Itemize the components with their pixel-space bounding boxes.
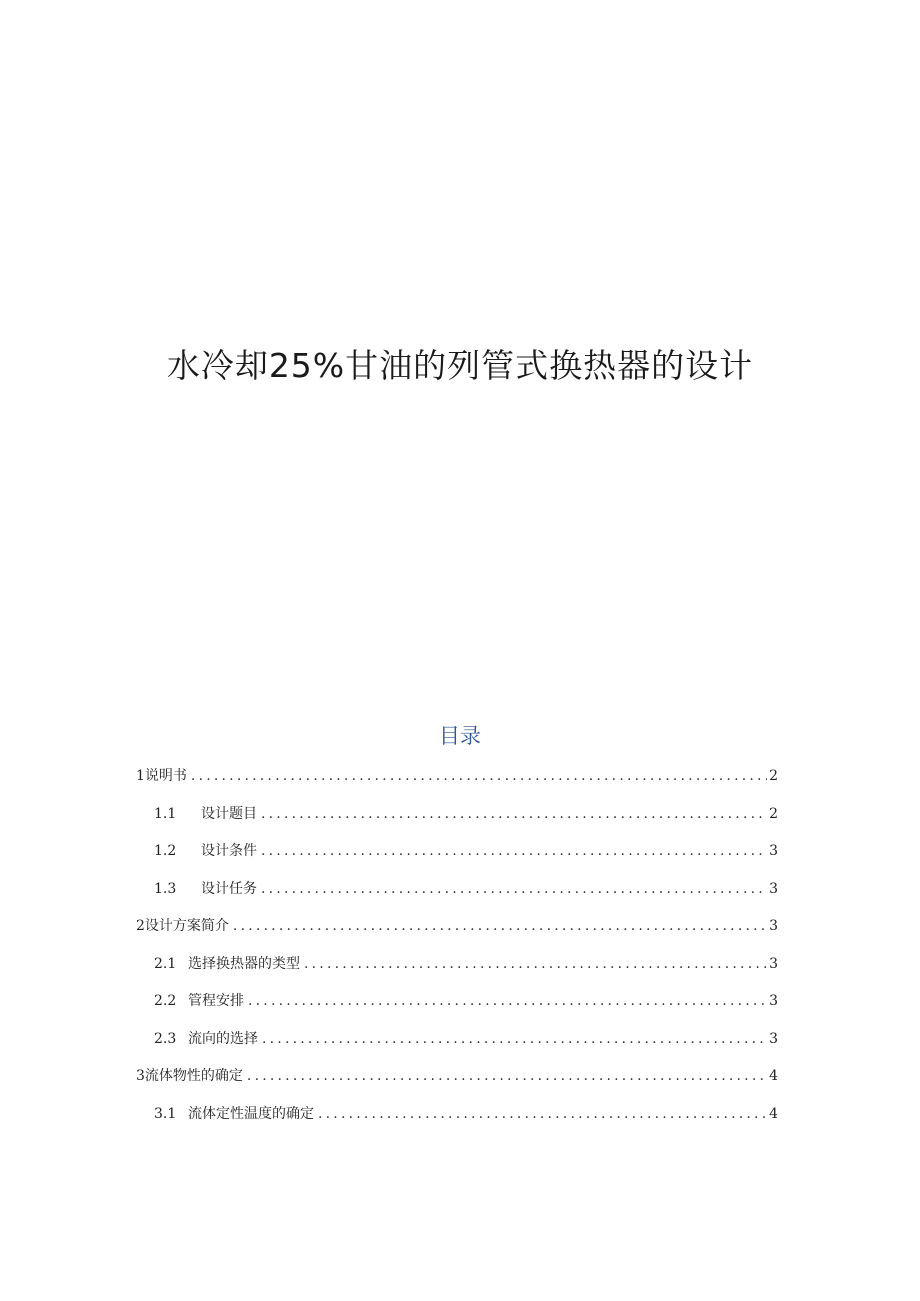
toc-entry-page: 3 [769, 843, 778, 859]
toc-entry[interactable] [136, 908, 778, 946]
toc-entry-number: 1.3 [154, 880, 177, 897]
toc-entry-label: 设计任务 [201, 880, 257, 897]
toc-entry-number: 1.2 [154, 843, 177, 859]
toc-entry-number: 2.1 [154, 955, 177, 972]
toc-entry-number: 3.1 [154, 1105, 177, 1122]
toc-entry[interactable] [136, 1021, 778, 1059]
toc-entry[interactable] [136, 946, 778, 984]
document-title: 水冷却25%甘油的列管式换热器的设计 [166, 346, 754, 385]
toc-entry[interactable] [136, 833, 778, 871]
toc-entry-number: 2.3 [154, 1030, 177, 1047]
toc-entry-page: 3 [769, 1030, 778, 1047]
toc-entry-label: 流向的选择 [188, 1030, 258, 1047]
toc-entry-label: 说明书 [144, 768, 187, 784]
toc-entry[interactable] [136, 871, 778, 909]
toc-entry-page: 3 [769, 918, 778, 934]
toc-dot-leader [318, 1096, 767, 1134]
toc-entry[interactable] [136, 796, 778, 834]
toc-entry-label: 设计方案简介 [144, 918, 229, 934]
toc-entry-number: 1.1 [154, 805, 177, 822]
toc-entry[interactable] [136, 1058, 778, 1096]
toc-entry-number: 1 [136, 768, 145, 784]
toc-entry-page: 3 [769, 993, 778, 1009]
toc-entry-label: 设计题目 [201, 805, 257, 822]
toc-entry-label: 选择换热器的类型 [188, 955, 300, 972]
toc-dot-leader [233, 908, 767, 946]
toc-dot-leader [261, 871, 767, 909]
toc-entry-number: 2.2 [154, 993, 177, 1009]
toc-heading: 目录 [439, 724, 481, 748]
toc-dot-leader [247, 1058, 767, 1096]
toc-entry[interactable] [136, 758, 778, 796]
toc-entry-label: 设计条件 [201, 843, 257, 859]
toc-entry[interactable] [136, 983, 778, 1021]
table-of-contents [136, 758, 778, 1133]
toc-entry-page: 2 [769, 805, 778, 822]
toc-entry-page: 3 [769, 880, 778, 897]
toc-dot-leader [262, 1021, 767, 1059]
toc-entry-label: 流体物性的确定 [144, 1068, 243, 1084]
toc-dot-leader [191, 758, 767, 796]
toc-entry[interactable] [136, 1096, 778, 1134]
toc-entry-page: 2 [769, 768, 778, 784]
toc-dot-leader [261, 833, 767, 871]
toc-dot-leader [248, 983, 767, 1021]
toc-entry-label: 流体定性温度的确定 [188, 1105, 314, 1122]
toc-entry-number: 3 [136, 1068, 145, 1084]
toc-entry-label: 管程安排 [188, 993, 244, 1009]
toc-entry-page: 4 [769, 1068, 778, 1084]
toc-dot-leader [304, 946, 767, 984]
toc-dot-leader [261, 796, 767, 834]
toc-entry-page: 3 [769, 955, 778, 972]
toc-entry-page: 4 [769, 1105, 778, 1122]
toc-entry-number: 2 [136, 918, 145, 934]
